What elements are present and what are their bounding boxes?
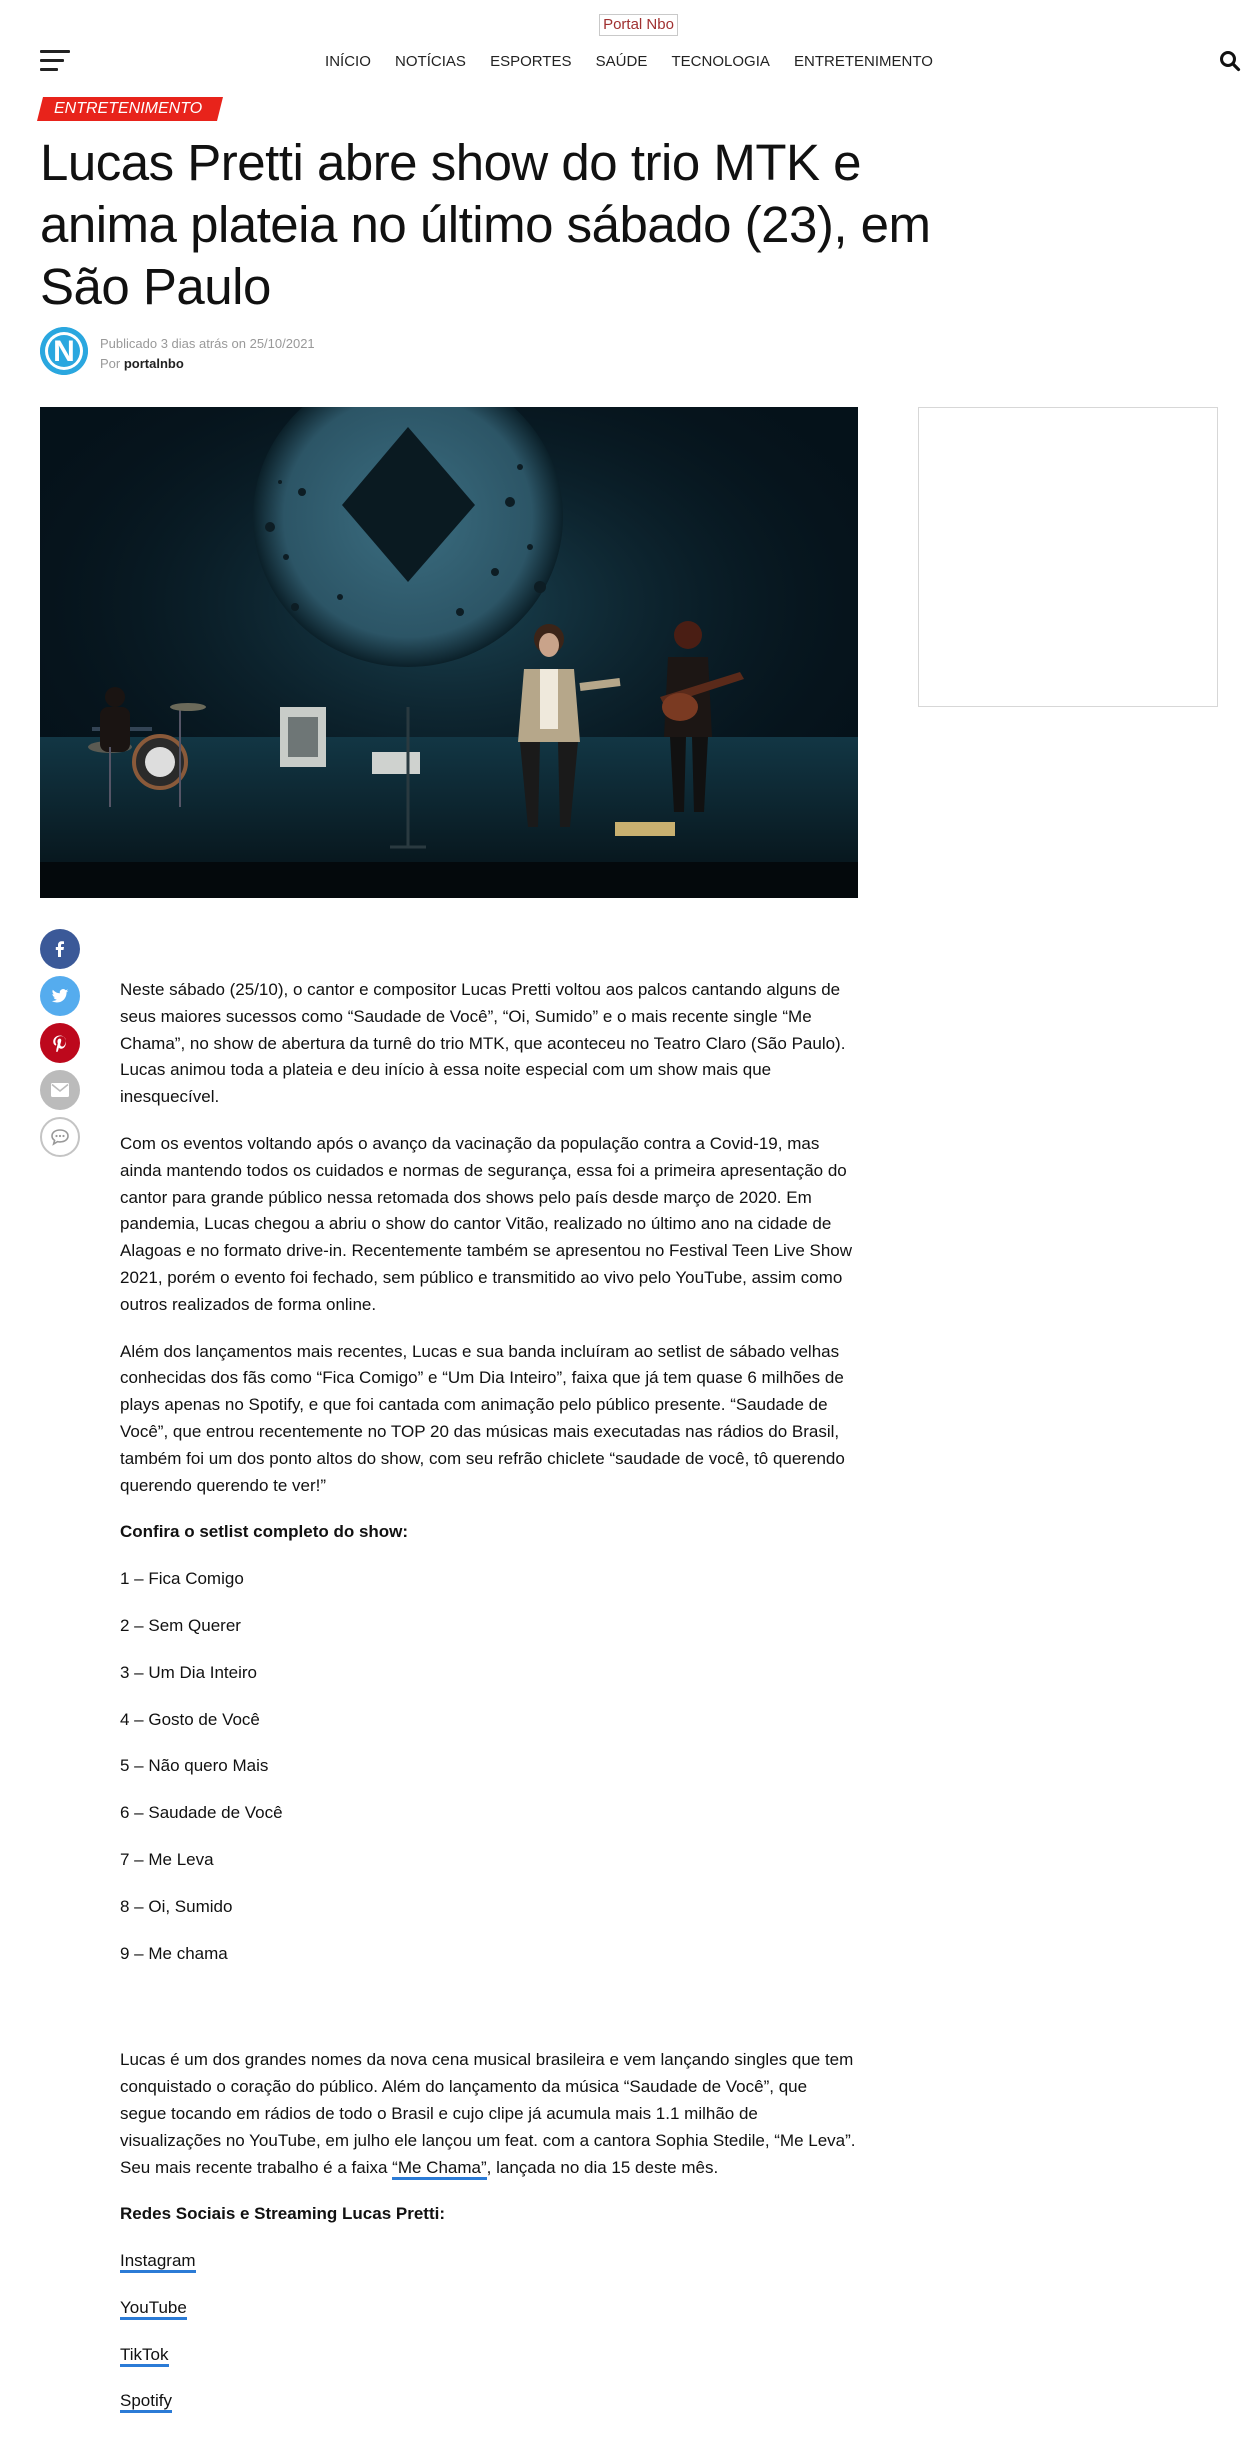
avatar-letter: N <box>53 335 75 368</box>
setlist-heading: Confira o setlist completo do show: <box>120 1522 409 1542</box>
email-icon <box>51 1083 69 1097</box>
setlist-item: 2 – Sem Querer <box>120 1615 241 1635</box>
category-badge[interactable] <box>37 97 223 121</box>
by-label: Por <box>100 356 121 371</box>
youtube-link[interactable]: YouTube <box>120 2298 187 2320</box>
nav-item-entretenimento[interactable]: ENTRETENIMENTO <box>794 53 933 70</box>
author-avatar[interactable] <box>40 327 88 375</box>
nav-item-noticias[interactable]: NOTÍCIAS <box>395 53 466 70</box>
category-label: ENTRETENIMENTO <box>54 100 203 117</box>
setlist-item: 7 – Me Leva <box>120 1849 214 1869</box>
nav-item-saude[interactable]: SAÚDE <box>595 53 648 70</box>
setlist-item: 1 – Fica Comigo <box>120 1569 244 1589</box>
facebook-share-button[interactable] <box>40 929 80 969</box>
comments-button[interactable] <box>40 1117 80 1157</box>
article-title: Lucas Pretti abre show do trio MTK e anima plateia no último sábado (23), em São Paulo <box>40 134 931 315</box>
nav-item-tecnologia[interactable]: TECNOLOGIA <box>671 53 770 70</box>
pinterest-icon <box>51 1034 69 1052</box>
setlist-item: 8 – Oi, Sumido <box>120 1896 233 1916</box>
article-paragraph: Lucas é um dos grandes nomes da nova cena musical brasileira e vem lançando singles que tem conquistado o coração do público. Além do lançamento da música “Saudade de Você”, que segue tocando em rádios de todo o Brasil e cujo clipe já acumula mais 1.1 milhão de visualizações no YouTube, em julho ele lançou um feat. com a cantora Sophia Stedile, “Me Leva”. Seu mais recente trabalho é a faixa “Me Chama”, lançada no dia 15 deste mês. <box>120 2047 858 2181</box>
spotify-link[interactable]: Spotify <box>120 2391 172 2413</box>
article-paragraph: Neste sábado (25/10), o cantor e compositor Lucas Pretti voltou aos palcos cantando alguns de seus maiores sucessos como “Saudade de Você”, “Oi, Sumido” e o mais recente single “Me Chama”, no show de abertura da turnê do trio MTK, que aconteceu no Teatro Claro (São Paulo). Lucas animou toda a plateia e deu início à essa noite especial com um show mais que inesquecível. <box>120 980 846 1107</box>
concert-stage-image <box>40 407 858 898</box>
social-heading: Redes Sociais e Streaming Lucas Pretti: <box>120 2204 446 2224</box>
facebook-icon <box>51 940 69 958</box>
setlist-item: 6 – Saudade de Você <box>120 1803 283 1823</box>
email-share-button[interactable] <box>40 1070 80 1110</box>
article-body <box>120 977 858 2435</box>
pinterest-share-button[interactable] <box>40 1023 80 1063</box>
site-logo[interactable]: Portal Nbo <box>599 14 678 36</box>
instagram-link[interactable]: Instagram <box>120 2251 196 2273</box>
nav-item-esportes[interactable]: ESPORTES <box>490 53 572 70</box>
setlist-item: 9 – Me chama <box>120 1943 228 1963</box>
featured-image <box>40 407 858 898</box>
article-paragraph: Com os eventos voltando após o avanço da vacinação da população contra a Covid-19, mas ainda mantendo todos os cuidados e normas de segurança, essa foi a primeira apresentação do cantor para grande público nessa retomada dos shows pelo país desde março de 2020. Em pandemia, Lucas chegou a abriu o show do cantor Vitão, realizado no último ano na cidade de Alagoas e no formato drive-in. Recentemente também se apresentou no Festival Teen Live Show 2021, porém o evento foi fechado, sem público e transmitido ao vivo pelo YouTube, assim como outros realizados de forma online. <box>120 1133 853 1314</box>
setlist-item: 4 – Gosto de Você <box>120 1709 260 1729</box>
tiktok-link[interactable]: TikTok <box>120 2345 169 2367</box>
comment-icon <box>50 1128 70 1146</box>
author-name[interactable]: portalnbo <box>123 356 184 371</box>
nav-item-inicio[interactable]: INÍCIO <box>325 53 371 70</box>
me-chama-link[interactable]: “Me Chama” <box>392 2158 486 2180</box>
avatar-logo <box>40 327 88 375</box>
setlist-item: 3 – Um Dia Inteiro <box>120 1662 257 1682</box>
sidebar-ad-slot <box>918 407 1218 707</box>
main-nav <box>0 53 1258 71</box>
search-button[interactable] <box>1219 50 1241 72</box>
article-paragraph: Além dos lançamentos mais recentes, Lucas e sua banda incluíram ao setlist de sábado velhas conhecidas dos fãs como “Fica Comigo” e “Um Dia Inteiro”, faixa que já tem quase 6 milhões de plays apenas no Spotify, e que foi cantada com animação pelo público presente. “Saudade de Você”, que entrou recentemente no TOP 20 das músicas mais executadas nas rádios do Brasil, também foi um dos ponto altos do show, com seu refrão chiclete “saudade de você, tô querendo querendo querendo te ver!” <box>120 1341 845 1495</box>
article-meta <box>100 334 315 374</box>
setlist-item: 5 – Não quero Mais <box>120 1756 269 1776</box>
twitter-icon <box>51 987 69 1005</box>
publish-date: Publicado 3 dias atrás on 25/10/2021 <box>100 336 315 351</box>
search-icon <box>1219 50 1241 72</box>
twitter-share-button[interactable] <box>40 976 80 1016</box>
